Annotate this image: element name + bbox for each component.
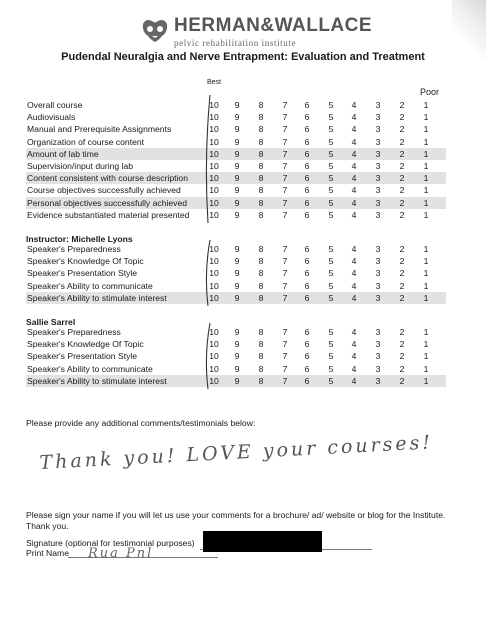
print-name-label: Print Name (26, 548, 69, 558)
rating-option-6[interactable]: 6 (304, 351, 310, 362)
rating-option-1[interactable]: 1 (423, 244, 429, 254)
rating-option-3[interactable]: 3 (375, 339, 381, 350)
rating-option-2[interactable]: 2 (399, 375, 405, 386)
rating-row (26, 375, 446, 387)
rating-option-3[interactable]: 3 (375, 209, 381, 220)
rating-option-5[interactable]: 5 (328, 292, 334, 303)
rating-option-9[interactable]: 9 (234, 185, 240, 196)
rating-option-4[interactable]: 4 (351, 100, 357, 110)
rating-row (26, 99, 446, 111)
rating-option-6[interactable]: 6 (304, 124, 310, 135)
rating-option-10[interactable]: 10 (209, 173, 219, 184)
rating-row-label: Content consistent with course description (27, 173, 188, 184)
rating-option-10[interactable]: 10 (209, 339, 219, 350)
rating-option-9[interactable]: 9 (234, 209, 240, 220)
rating-option-9[interactable]: 9 (234, 292, 240, 303)
rating-option-8[interactable]: 8 (258, 280, 264, 291)
rating-option-3[interactable]: 3 (375, 197, 381, 208)
rating-option-4[interactable]: 4 (351, 161, 357, 171)
rating-option-6[interactable]: 6 (304, 280, 310, 291)
rating-option-10[interactable]: 10 (209, 112, 219, 123)
rating-option-6[interactable]: 6 (304, 363, 310, 374)
rating-option-4[interactable]: 4 (351, 256, 357, 267)
rating-row-label: Overall course (27, 100, 83, 110)
rating-option-7[interactable]: 7 (282, 280, 288, 291)
rating-option-2[interactable]: 2 (399, 124, 405, 135)
rating-option-7[interactable]: 7 (282, 173, 288, 184)
rating-option-3[interactable]: 3 (375, 185, 381, 196)
rating-option-4[interactable]: 4 (351, 124, 357, 135)
rating-option-7[interactable]: 7 (282, 136, 288, 147)
signature-prompt: Please sign your name if you will let us use your comments for a brochure/ ad/ website or blog for the Institute. Thank you. (26, 510, 446, 531)
rating-option-1[interactable]: 1 (423, 363, 429, 374)
rating-option-9[interactable]: 9 (234, 351, 240, 362)
rating-option-7[interactable]: 7 (282, 292, 288, 303)
rating-option-10[interactable]: 10 (209, 244, 219, 254)
rating-row-label: Speaker's Ability to stimulate interest (27, 375, 167, 386)
rating-row-label: Speaker's Ability to stimulate interest (27, 292, 167, 303)
rating-option-8[interactable]: 8 (258, 173, 264, 184)
rating-option-6[interactable]: 6 (304, 244, 310, 254)
rating-option-9[interactable]: 9 (234, 256, 240, 267)
rating-row (26, 267, 446, 279)
rating-option-4[interactable]: 4 (351, 136, 357, 147)
rating-option-9[interactable]: 9 (234, 148, 240, 159)
rating-option-5[interactable]: 5 (328, 327, 334, 337)
rating-option-3[interactable]: 3 (375, 112, 381, 123)
rating-option-6[interactable]: 6 (304, 256, 310, 267)
rating-option-9[interactable]: 9 (234, 375, 240, 386)
rating-option-10[interactable]: 10 (209, 280, 219, 291)
brand-tagline: pelvic rehabilitation institute (174, 38, 297, 48)
rating-option-1[interactable]: 1 (423, 209, 429, 220)
rating-option-1[interactable]: 1 (423, 185, 429, 196)
rating-option-10[interactable]: 10 (209, 363, 219, 374)
rating-option-2[interactable]: 2 (399, 161, 405, 171)
rating-option-3[interactable]: 3 (375, 375, 381, 386)
rating-option-2[interactable]: 2 (399, 185, 405, 196)
rating-option-5[interactable]: 5 (328, 185, 334, 196)
rating-option-6[interactable]: 6 (304, 112, 310, 123)
rating-row-label: Speaker's Presentation Style (27, 351, 138, 362)
rating-option-1[interactable]: 1 (423, 292, 429, 303)
rating-option-10[interactable]: 10 (209, 148, 219, 159)
rating-option-8[interactable]: 8 (258, 209, 264, 220)
rating-option-10[interactable]: 10 (209, 136, 219, 147)
rating-row (26, 292, 446, 304)
handwritten-comment: Thank you! LOVE your courses! (38, 431, 434, 474)
rating-option-5[interactable]: 5 (328, 100, 334, 110)
rating-option-7[interactable]: 7 (282, 148, 288, 159)
rating-option-9[interactable]: 9 (234, 363, 240, 374)
rating-option-8[interactable]: 8 (258, 268, 264, 279)
rating-option-9[interactable]: 9 (234, 280, 240, 291)
rating-option-9[interactable]: 9 (234, 124, 240, 135)
rating-option-6[interactable]: 6 (304, 375, 310, 386)
rating-option-9[interactable]: 9 (234, 268, 240, 279)
herman-wallace-logo (140, 14, 390, 54)
rating-option-5[interactable]: 5 (328, 136, 334, 147)
rating-option-8[interactable]: 8 (258, 124, 264, 135)
rating-option-3[interactable]: 3 (375, 280, 381, 291)
rating-option-7[interactable]: 7 (282, 351, 288, 362)
rating-option-3[interactable]: 3 (375, 268, 381, 279)
rating-option-5[interactable]: 5 (328, 112, 334, 123)
poor-label: Poor (420, 87, 440, 97)
rating-option-7[interactable]: 7 (282, 185, 288, 196)
rating-option-4[interactable]: 4 (351, 244, 357, 254)
rating-option-3[interactable]: 3 (375, 327, 381, 337)
rating-option-6[interactable]: 6 (304, 185, 310, 196)
rating-option-1[interactable]: 1 (423, 268, 429, 279)
rating-option-6[interactable]: 6 (304, 197, 310, 208)
rating-option-2[interactable]: 2 (399, 173, 405, 184)
rating-option-1[interactable]: 1 (423, 327, 429, 337)
rating-option-2[interactable]: 2 (399, 136, 405, 147)
rating-row-label: Manual and Prerequisite Assignments (27, 124, 172, 135)
rating-option-7[interactable]: 7 (282, 124, 288, 135)
rating-option-7[interactable]: 7 (282, 161, 288, 171)
rating-option-4[interactable]: 4 (351, 339, 357, 350)
rating-option-8[interactable]: 8 (258, 256, 264, 267)
rating-option-2[interactable]: 2 (399, 292, 405, 303)
rating-option-5[interactable]: 5 (328, 280, 334, 291)
signature-label: Signature (optional for testimonial purposes) (26, 538, 195, 548)
rating-row-label: Speaker's Ability to communicate (27, 280, 153, 291)
rating-row (26, 255, 446, 267)
rating-option-3[interactable]: 3 (375, 256, 381, 267)
rating-option-9[interactable]: 9 (234, 339, 240, 350)
rating-option-4[interactable]: 4 (351, 280, 357, 291)
rating-row-label: Evidence substantiated material presented (27, 209, 190, 220)
rating-option-10[interactable]: 10 (209, 185, 219, 196)
rating-option-4[interactable]: 4 (351, 268, 357, 279)
rating-option-1[interactable]: 1 (423, 339, 429, 350)
rating-option-8[interactable]: 8 (258, 185, 264, 196)
rating-row (26, 326, 446, 338)
rating-option-2[interactable]: 2 (399, 197, 405, 208)
rating-row (26, 280, 446, 292)
rating-option-2[interactable]: 2 (399, 256, 405, 267)
rating-option-9[interactable]: 9 (234, 327, 240, 337)
rating-option-1[interactable]: 1 (423, 280, 429, 291)
rating-option-10[interactable]: 10 (209, 100, 219, 110)
rating-option-5[interactable]: 5 (328, 268, 334, 279)
rating-option-2[interactable]: 2 (399, 363, 405, 374)
rating-option-3[interactable]: 3 (375, 161, 381, 171)
rating-row-label: Organization of course content (27, 136, 145, 147)
rating-option-8[interactable]: 8 (258, 112, 264, 123)
best-label: Best (207, 79, 222, 86)
rating-option-7[interactable]: 7 (282, 327, 288, 337)
rating-option-4[interactable]: 4 (351, 375, 357, 386)
rating-option-7[interactable]: 7 (282, 268, 288, 279)
rating-option-10[interactable]: 10 (209, 292, 219, 303)
rating-option-1[interactable]: 1 (423, 197, 429, 208)
rating-option-6[interactable]: 6 (304, 339, 310, 350)
rating-option-3[interactable]: 3 (375, 148, 381, 159)
instructor-heading: Sallie Sarrel (26, 317, 76, 327)
rating-row-label: Speaker's Preparedness (27, 244, 121, 254)
rating-option-8[interactable]: 8 (258, 136, 264, 147)
rating-option-10[interactable]: 10 (209, 124, 219, 135)
rating-option-1[interactable]: 1 (423, 161, 429, 171)
rating-option-10[interactable]: 10 (209, 268, 219, 279)
rating-option-5[interactable]: 5 (328, 244, 334, 254)
rating-option-7[interactable]: 7 (282, 197, 288, 208)
rating-row (26, 243, 446, 255)
rating-option-4[interactable]: 4 (351, 173, 357, 184)
rating-option-6[interactable]: 6 (304, 327, 310, 337)
rating-row-label: Amount of lab time (27, 148, 99, 159)
rating-option-7[interactable]: 7 (282, 112, 288, 123)
rating-option-4[interactable]: 4 (351, 363, 357, 374)
rating-option-6[interactable]: 6 (304, 173, 310, 184)
rating-option-7[interactable]: 7 (282, 100, 288, 110)
rating-option-9[interactable]: 9 (234, 136, 240, 147)
rating-option-6[interactable]: 6 (304, 136, 310, 147)
rating-option-1[interactable]: 1 (423, 136, 429, 147)
rating-option-8[interactable]: 8 (258, 292, 264, 303)
rating-option-1[interactable]: 1 (423, 148, 429, 159)
rating-option-1[interactable]: 1 (423, 100, 429, 110)
rating-option-7[interactable]: 7 (282, 244, 288, 254)
rating-option-8[interactable]: 8 (258, 100, 264, 110)
rating-option-3[interactable]: 3 (375, 124, 381, 135)
rating-row (26, 148, 446, 160)
comments-prompt: Please provide any additional comments/testimonials below: (26, 418, 256, 428)
rating-option-3[interactable]: 3 (375, 173, 381, 184)
rating-option-8[interactable]: 8 (258, 375, 264, 386)
rating-option-9[interactable]: 9 (234, 244, 240, 254)
rating-row (26, 160, 446, 172)
rating-option-1[interactable]: 1 (423, 124, 429, 135)
redacted-signature (203, 531, 322, 552)
handwritten-print-name: Rua Pnl (88, 546, 154, 561)
rating-row-label: Supervision/input during lab (27, 161, 134, 171)
rating-option-8[interactable]: 8 (258, 197, 264, 208)
rating-option-2[interactable]: 2 (399, 351, 405, 362)
rating-option-5[interactable]: 5 (328, 363, 334, 374)
rating-option-3[interactable]: 3 (375, 363, 381, 374)
rating-row-label: Personal objectives successfully achieved (27, 197, 188, 208)
rating-row-label: Speaker's Presentation Style (27, 268, 138, 279)
rating-option-4[interactable]: 4 (351, 292, 357, 303)
rating-option-3[interactable]: 3 (375, 100, 381, 110)
rating-option-5[interactable]: 5 (328, 148, 334, 159)
rating-option-8[interactable]: 8 (258, 148, 264, 159)
rating-option-10[interactable]: 10 (209, 256, 219, 267)
rating-option-5[interactable]: 5 (328, 173, 334, 184)
rating-option-10[interactable]: 10 (209, 327, 219, 337)
rating-option-8[interactable]: 8 (258, 327, 264, 337)
rating-row (26, 184, 446, 196)
rating-row (26, 172, 446, 184)
rating-row (26, 209, 446, 221)
rating-option-6[interactable]: 6 (304, 100, 310, 110)
rating-option-5[interactable]: 5 (328, 256, 334, 267)
rating-option-7[interactable]: 7 (282, 209, 288, 220)
pelvis-logo-icon (140, 16, 170, 46)
rating-option-2[interactable]: 2 (399, 327, 405, 337)
rating-option-2[interactable]: 2 (399, 268, 405, 279)
rating-option-3[interactable]: 3 (375, 136, 381, 147)
rating-option-5[interactable]: 5 (328, 161, 334, 171)
rating-row-label: Speaker's Knowledge Of Topic (27, 339, 144, 350)
rating-option-8[interactable]: 8 (258, 363, 264, 374)
rating-option-10[interactable]: 10 (209, 161, 219, 171)
rating-option-9[interactable]: 9 (234, 197, 240, 208)
rating-row (26, 338, 446, 350)
rating-option-3[interactable]: 3 (375, 351, 381, 362)
rating-option-2[interactable]: 2 (399, 112, 405, 123)
rating-option-5[interactable]: 5 (328, 375, 334, 386)
rating-option-8[interactable]: 8 (258, 161, 264, 171)
rating-option-6[interactable]: 6 (304, 148, 310, 159)
rating-option-3[interactable]: 3 (375, 244, 381, 254)
rating-option-7[interactable]: 7 (282, 375, 288, 386)
rating-option-4[interactable]: 4 (351, 327, 357, 337)
rating-option-1[interactable]: 1 (423, 375, 429, 386)
instructor-heading: Instructor: Michelle Lyons (26, 234, 133, 244)
rating-option-7[interactable]: 7 (282, 363, 288, 374)
rating-option-6[interactable]: 6 (304, 209, 310, 220)
rating-option-9[interactable]: 9 (234, 173, 240, 184)
rating-option-2[interactable]: 2 (399, 244, 405, 254)
rating-option-6[interactable]: 6 (304, 161, 310, 171)
rating-option-5[interactable]: 5 (328, 209, 334, 220)
rating-row (26, 123, 446, 135)
rating-option-8[interactable]: 8 (258, 351, 264, 362)
rating-option-5[interactable]: 5 (328, 351, 334, 362)
rating-option-5[interactable]: 5 (328, 197, 334, 208)
rating-row-label: Speaker's Ability to communicate (27, 363, 153, 374)
rating-option-4[interactable]: 4 (351, 148, 357, 159)
rating-option-8[interactable]: 8 (258, 339, 264, 350)
rating-row-label: Audiovisuals (27, 112, 76, 123)
rating-option-2[interactable]: 2 (399, 339, 405, 350)
rating-option-10[interactable]: 10 (209, 209, 219, 220)
rating-option-9[interactable]: 9 (234, 100, 240, 110)
rating-row-label: Course objectives successfully achieved (27, 185, 181, 196)
rating-option-4[interactable]: 4 (351, 197, 357, 208)
rating-option-4[interactable]: 4 (351, 351, 357, 362)
rating-option-10[interactable]: 10 (209, 351, 219, 362)
rating-option-2[interactable]: 2 (399, 148, 405, 159)
rating-option-7[interactable]: 7 (282, 256, 288, 267)
rating-option-2[interactable]: 2 (399, 280, 405, 291)
rating-option-10[interactable]: 10 (209, 197, 219, 208)
rating-option-9[interactable]: 9 (234, 161, 240, 171)
rating-row (26, 111, 446, 123)
rating-option-10[interactable]: 10 (209, 375, 219, 386)
rating-option-1[interactable]: 1 (423, 256, 429, 267)
rating-row (26, 136, 446, 148)
rating-option-8[interactable]: 8 (258, 244, 264, 254)
rating-row (26, 363, 446, 375)
rating-option-4[interactable]: 4 (351, 185, 357, 196)
rating-option-2[interactable]: 2 (399, 100, 405, 110)
rating-option-5[interactable]: 5 (328, 124, 334, 135)
rating-row (26, 350, 446, 362)
rating-option-4[interactable]: 4 (351, 112, 357, 123)
rating-option-9[interactable]: 9 (234, 112, 240, 123)
rating-option-5[interactable]: 5 (328, 339, 334, 350)
rating-row-label: Speaker's Preparedness (27, 327, 121, 337)
rating-option-4[interactable]: 4 (351, 209, 357, 220)
rating-option-1[interactable]: 1 (423, 351, 429, 362)
page-title: Pudendal Neuralgia and Nerve Entrapment: Evaluation and Treatment (61, 51, 425, 63)
brand-name: HERMAN&WALLACE (174, 15, 373, 36)
rating-option-6[interactable]: 6 (304, 268, 310, 279)
rating-option-7[interactable]: 7 (282, 339, 288, 350)
rating-option-1[interactable]: 1 (423, 173, 429, 184)
rating-option-6[interactable]: 6 (304, 292, 310, 303)
rating-option-3[interactable]: 3 (375, 292, 381, 303)
rating-option-2[interactable]: 2 (399, 209, 405, 220)
rating-row-label: Speaker's Knowledge Of Topic (27, 256, 144, 267)
rating-option-1[interactable]: 1 (423, 112, 429, 123)
rating-row (26, 197, 446, 209)
